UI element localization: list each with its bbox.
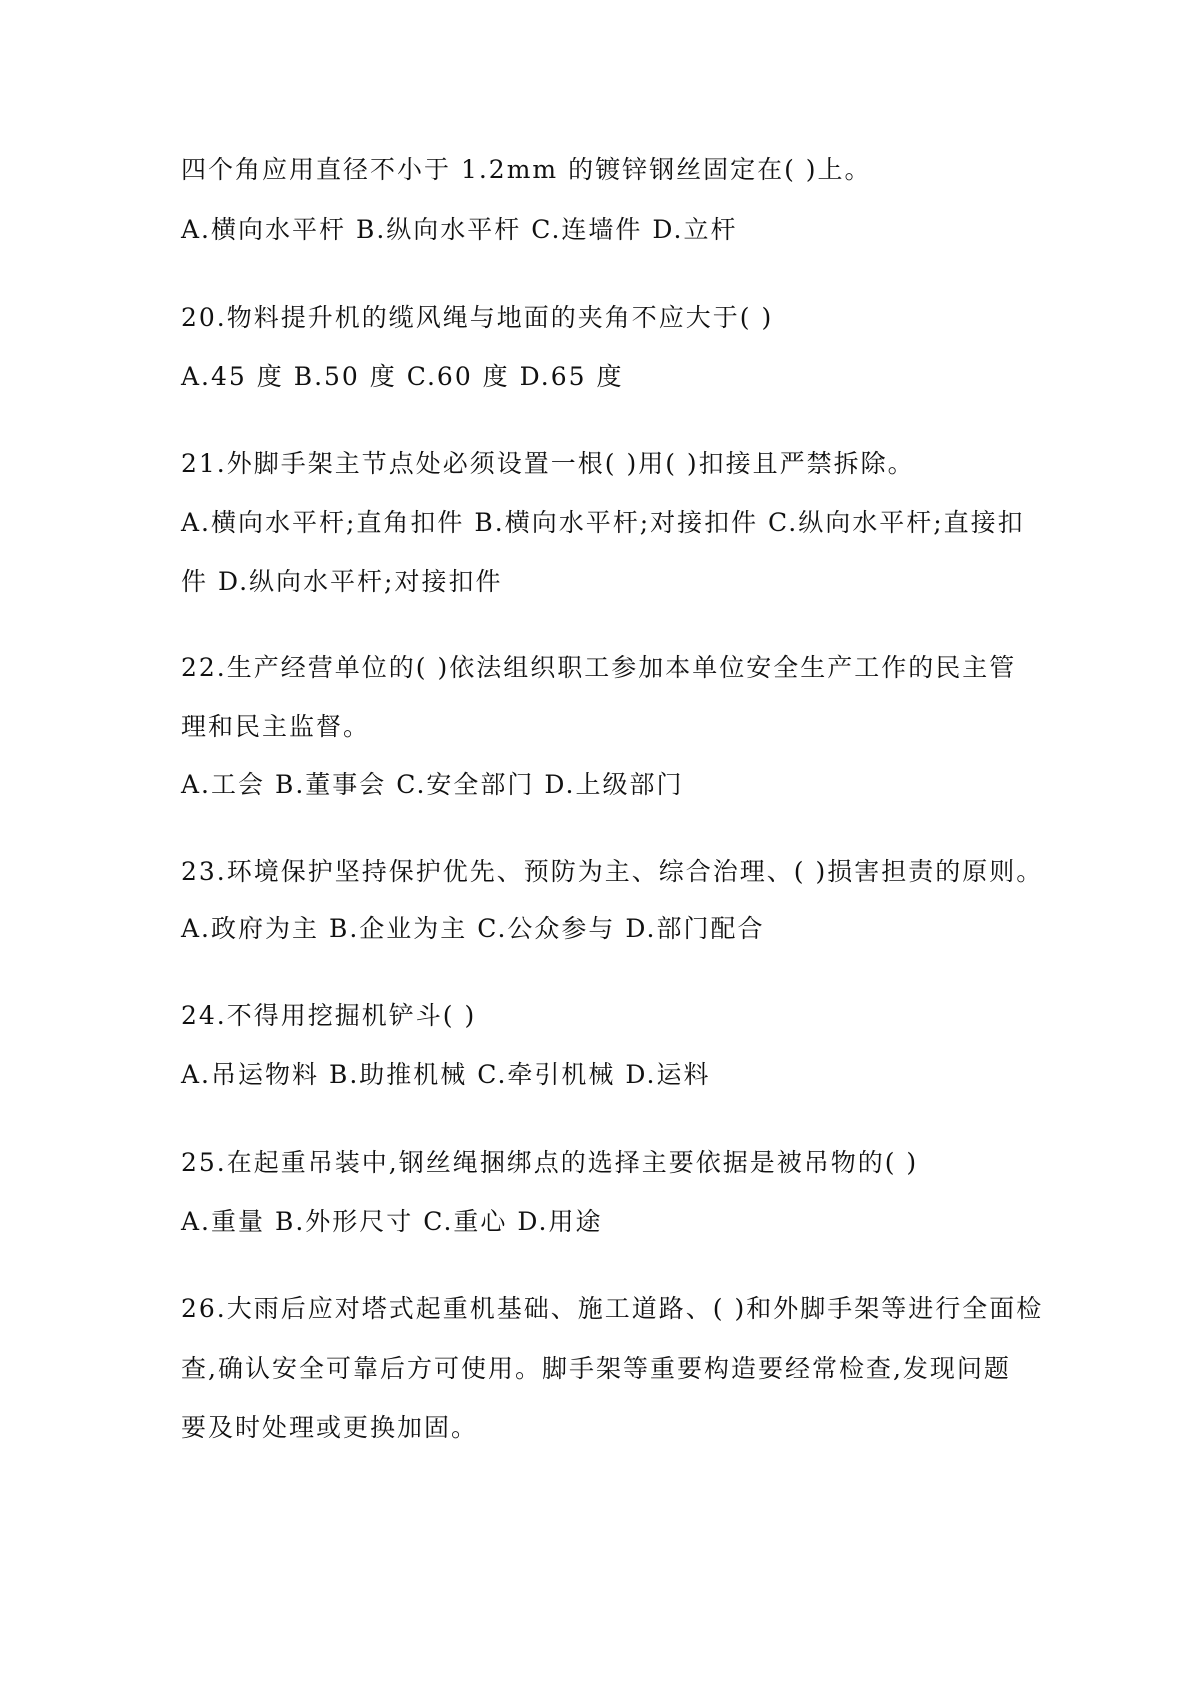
q24-question: 24.不得用挖掘机铲斗( ) [181, 1001, 477, 1030]
q21-options-line2: 件 D.纵向水平杆;对接扣件 [181, 567, 503, 596]
q22-question-line1: 22.生产经营单位的( )依法组织职工参加本单位安全生产工作的民主管 [181, 653, 1017, 682]
q20-question: 20.物料提升机的缆风绳与地面的夹角不应大于( ) [181, 303, 774, 332]
q21-question: 21.外脚手架主节点处必须设置一根( )用( )扣接且严禁拆除。 [181, 449, 915, 478]
q23-question: 23.环境保护坚持保护优先、预防为主、综合治理、( )损害担责的原则。 [181, 857, 1044, 886]
q22-options: A.工会 B.董事会 C.安全部门 D.上级部门 [181, 770, 684, 799]
q19-continuation-text: 四个角应用直径不小于 1.2mm 的镀锌钢丝固定在( )上。 [181, 155, 872, 184]
q19-options: A.横向水平杆 B.纵向水平杆 C.连墙件 D.立杆 [181, 215, 738, 244]
q25-question: 25.在起重吊装中,钢丝绳捆绑点的选择主要依据是被吊物的( ) [181, 1148, 919, 1177]
q26-question-line3: 要及时处理或更换加固。 [181, 1413, 479, 1442]
q20-options: A.45 度 B.50 度 C.60 度 D.65 度 [181, 362, 624, 391]
q22-question-line2: 理和民主监督。 [181, 712, 371, 741]
q26-question-line2: 查,确认安全可靠后方可使用。脚手架等重要构造要经常检查,发现问题 [181, 1354, 1011, 1383]
q23-options: A.政府为主 B.企业为主 C.公众参与 D.部门配合 [181, 914, 765, 943]
q25-options: A.重量 B.外形尺寸 C.重心 D.用途 [181, 1207, 603, 1236]
q21-options-line1: A.横向水平杆;直角扣件 B.横向水平杆;对接扣件 C.纵向水平杆;直接扣 [181, 508, 1025, 537]
q24-options: A.吊运物料 B.助推机械 C.牵引机械 D.运料 [181, 1060, 711, 1089]
q26-question-line1: 26.大雨后应对塔式起重机基础、施工道路、( )和外脚手架等进行全面检 [181, 1294, 1044, 1323]
